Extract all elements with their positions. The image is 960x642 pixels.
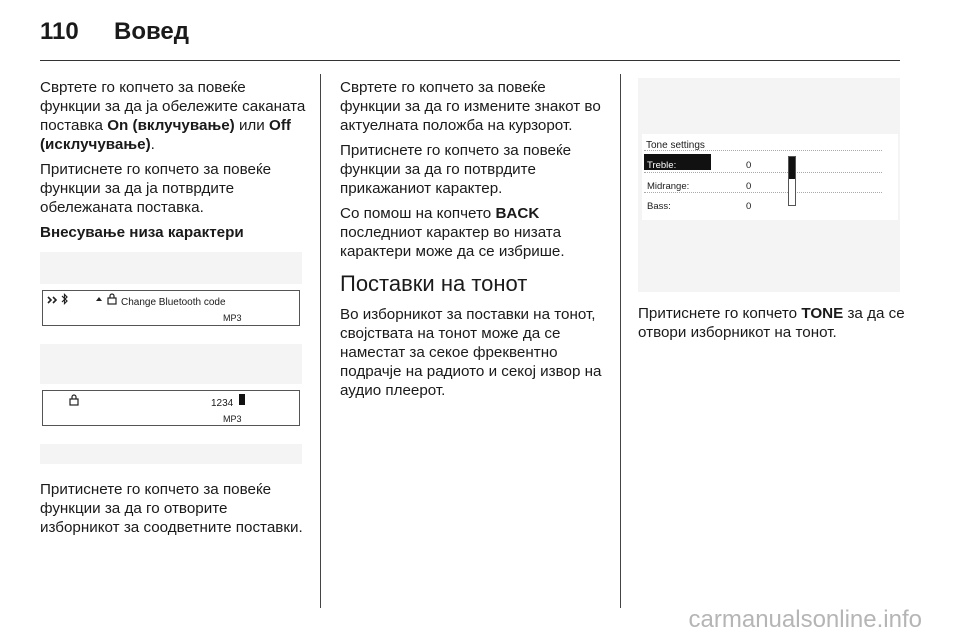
scrollbar-thumb <box>789 157 795 179</box>
row-label: Midrange: <box>647 181 690 192</box>
text: Свртете го копчето за повеќе функции за да ја обележите саканата поставка <box>40 79 306 134</box>
tone-row-treble <box>644 154 884 170</box>
separator <box>644 192 882 193</box>
column-3 <box>638 78 908 348</box>
watermark: carmanualsonline.info <box>688 606 922 633</box>
row-value: 0 <box>746 160 752 171</box>
paragraph: Притиснете го копчето за повеќе функции за да го потврдите прикажаниот карактер. <box>340 142 572 197</box>
row-value: 0 <box>746 201 752 212</box>
screen-title: Tone settings <box>646 140 705 151</box>
cursor-block-icon <box>239 394 245 405</box>
paragraph: Во изборникот за поставки на тонот, својствата на тонот може да се наместат за секое фреквентно подрачје на радиото и секој извор на аудио плеерот. <box>340 306 602 399</box>
tone-row-midrange <box>644 175 884 191</box>
scrollbar <box>788 156 796 206</box>
section-title: Поставки на тонот <box>340 271 528 296</box>
tone-label: TONE <box>801 305 844 322</box>
paragraph <box>638 304 908 342</box>
page-title: Вовед <box>114 18 190 45</box>
code-value: 1234 <box>211 398 234 409</box>
double-chevron-icon <box>47 295 59 305</box>
tone-row-bass <box>644 195 884 211</box>
column-2 <box>340 78 608 406</box>
text: или <box>234 117 269 134</box>
separator <box>644 172 882 173</box>
on-label: On (вклучување) <box>107 117 235 134</box>
tone-settings-screen <box>642 134 898 220</box>
off-label: Off (исклучување) <box>40 117 291 153</box>
subheading: Внесување низа карактери <box>40 224 244 241</box>
lock-icon <box>107 293 117 305</box>
paragraph: Притиснете го копчето за повеќе функции за да ја потврдите обележаната поставка. <box>40 161 272 216</box>
back-label: BACK <box>495 205 540 222</box>
row-label: Bass: <box>647 201 671 212</box>
paragraph <box>340 204 608 261</box>
source-label: MP3 <box>223 414 242 424</box>
arrow-up-icon <box>95 295 103 303</box>
text: последниот карактер во низата карактери може да се избрише. <box>340 224 565 260</box>
paragraph: Притиснете го копчето за повеќе функции за да го отворите изборникот за соодветните поставки. <box>40 481 303 536</box>
text: за да се отвори изборникот на тонот. <box>638 305 905 341</box>
bluetooth-icon <box>61 293 69 305</box>
source-label: MP3 <box>223 313 242 323</box>
paragraph: Свртете го копчето за повеќе функции за да го измените знакот во актуелната положба на курзорот. <box>340 79 601 134</box>
display-screen-1 <box>42 290 300 326</box>
row-value: 0 <box>746 181 752 192</box>
display-screen-2 <box>42 390 300 426</box>
text: Со помош на копчето <box>340 205 496 222</box>
column-divider <box>620 74 621 608</box>
separator <box>644 150 882 151</box>
character-entry-figure <box>40 252 302 464</box>
lock-icon <box>69 394 79 406</box>
text: Притиснете го копчето <box>638 305 802 322</box>
header-rule <box>40 60 900 61</box>
row-label: Treble: <box>644 154 711 170</box>
tone-settings-figure <box>638 78 900 292</box>
text: . <box>150 136 155 153</box>
column-divider <box>320 74 321 608</box>
page-number: 110 <box>40 18 79 45</box>
column-1 <box>40 78 308 543</box>
screen-text: Change Bluetooth code <box>121 297 226 308</box>
paragraph <box>40 78 308 154</box>
